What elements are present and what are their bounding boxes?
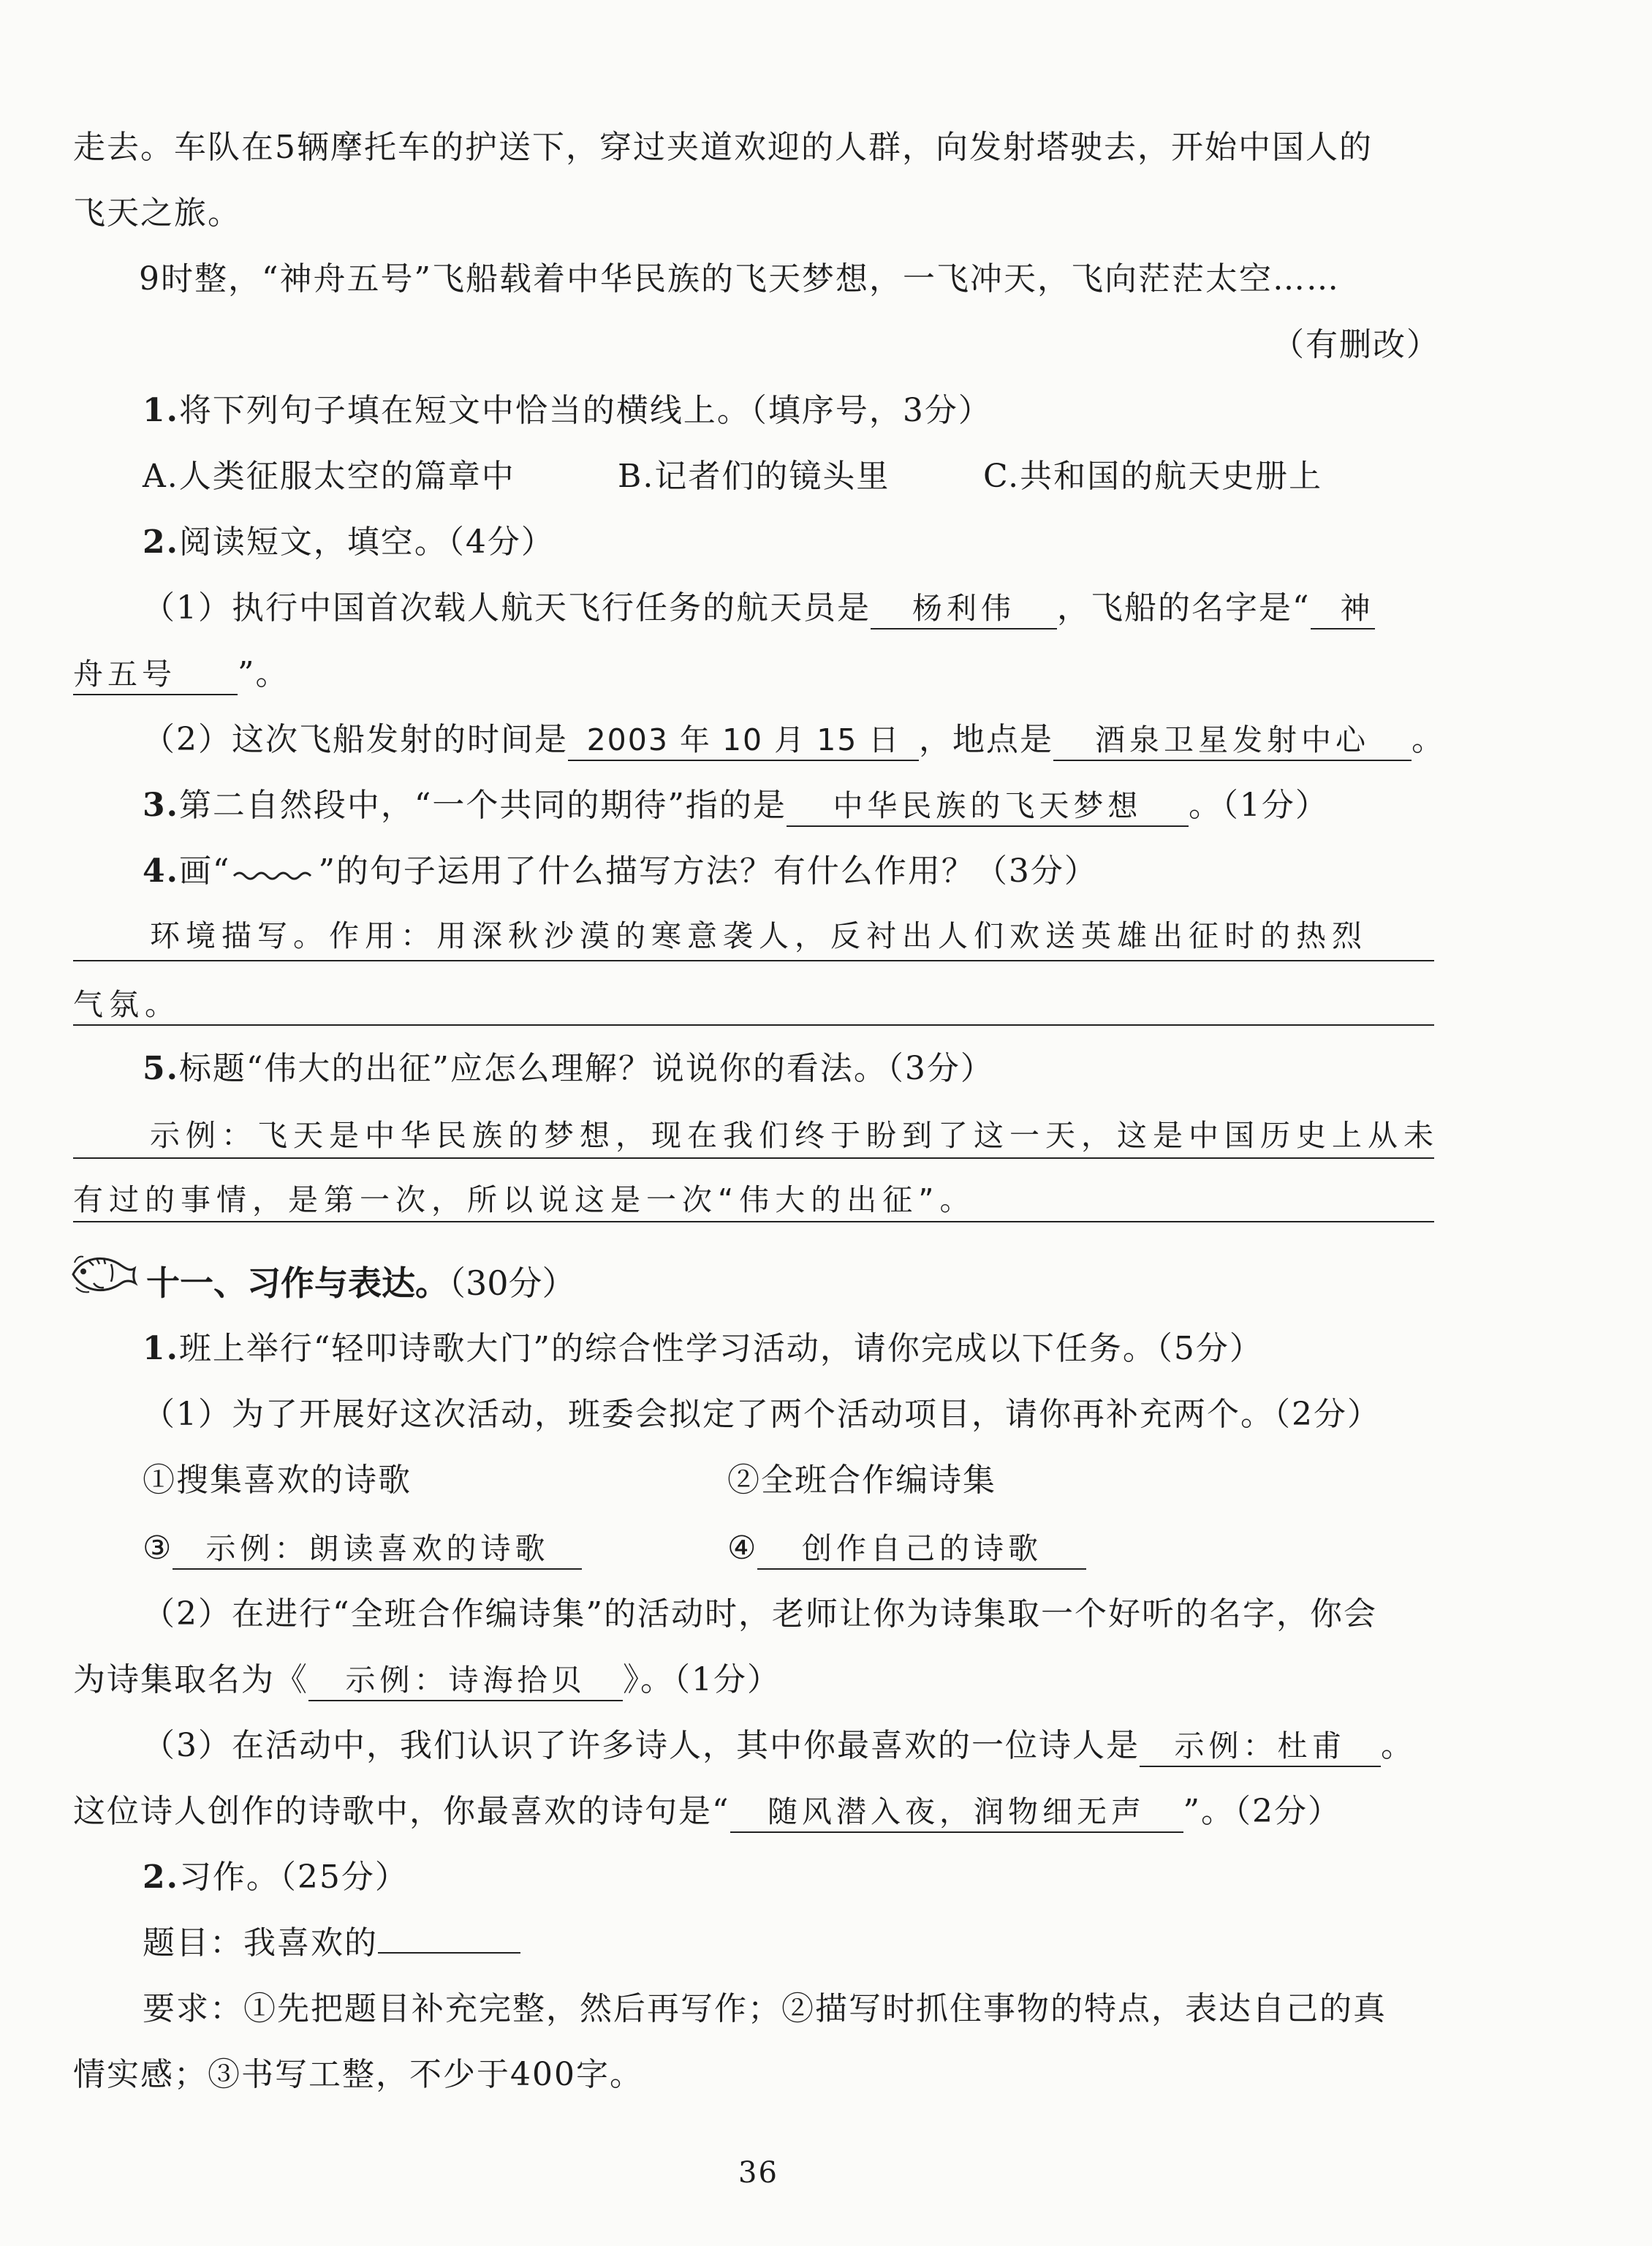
section-heading bbox=[146, 1261, 576, 1305]
question-text: 将下列句子填在短文中恰当的横线上。（填序号，3分） bbox=[178, 392, 992, 429]
fish-icon bbox=[67, 1247, 139, 1298]
launch-site-answer: 酒泉卫星发射中心 bbox=[1053, 720, 1412, 761]
section-score: （30分） bbox=[449, 1263, 576, 1303]
answer-rule bbox=[73, 960, 1434, 961]
activity-item-2: ②全班合作编诗集 bbox=[727, 1462, 996, 1499]
passage-line: 9时整，“神舟五号”飞船载着中华民族的飞天梦想，一飞冲天，飞向茫茫太空…… bbox=[139, 260, 1340, 298]
question-number: 4. bbox=[143, 852, 179, 890]
prompt-text: （1）执行中国首次载人航天飞行任务的航天员是 bbox=[143, 589, 871, 627]
option-b: B.记者们的镜头里 bbox=[618, 458, 890, 495]
wavy-underline-icon bbox=[230, 852, 318, 882]
item-label: ④ bbox=[727, 1530, 758, 1567]
prompt-text: ”。（2分） bbox=[1183, 1793, 1341, 1830]
essay-requirements: 要求：①先把题目补充完整，然后再写作；②描写时抓住事物的特点，表达自己的真 bbox=[143, 1990, 1387, 2027]
activity-item-4 bbox=[727, 1527, 1086, 1570]
essay-requirements-cont: 情实感；③书写工整，不少于400字。 bbox=[73, 2056, 643, 2093]
activity-3-answer: 示例：朗读喜欢的诗歌 bbox=[173, 1529, 582, 1570]
prompt-text: ，地点是 bbox=[919, 721, 1053, 758]
task-1-part-2: （2）在进行“全班合作编诗集”的活动时，老师让你为诗集取一个好听的名字，你会 bbox=[143, 1595, 1377, 1633]
expectation-answer: 中华民族的飞天梦想 bbox=[787, 786, 1189, 827]
task-text: 班上举行“轻叩诗歌大门”的综合性学习活动，请你完成以下任务。（5分） bbox=[178, 1330, 1263, 1367]
task-number: 2. bbox=[143, 1859, 179, 1896]
essay-topic bbox=[143, 1921, 520, 1965]
question-5 bbox=[143, 1047, 994, 1091]
page-number: 36 bbox=[738, 2156, 778, 2190]
answer-rule bbox=[73, 1024, 1434, 1026]
prompt-text: 为诗集取名为《 bbox=[73, 1661, 308, 1698]
activity-4-answer: 创作自己的诗歌 bbox=[757, 1529, 1086, 1570]
answer-line: 有过的事情，是第一次，所以说这是一次“伟大的出征”。 bbox=[73, 1182, 976, 1217]
task-2 bbox=[143, 1856, 409, 1899]
task-1-part-1: （1）为了开展好这次活动，班委会拟定了两个活动项目，请你再补充两个。（2分） bbox=[143, 1396, 1381, 1433]
question-text: 阅读短文，填空。（4分） bbox=[178, 523, 555, 561]
question-text: 标题“伟大的出征”应怎么理解？说说你的看法。（3分） bbox=[178, 1050, 994, 1087]
activity-item-3 bbox=[143, 1527, 582, 1570]
prompt-text: 》。（1分） bbox=[623, 1661, 781, 1698]
question-2-part-2 bbox=[143, 718, 1445, 762]
spacecraft-answer-start: 神 bbox=[1311, 589, 1375, 629]
activity-item-1: ①搜集喜欢的诗歌 bbox=[143, 1462, 412, 1499]
task-number: 1. bbox=[143, 1330, 179, 1367]
topic-blank bbox=[378, 1952, 520, 1954]
launch-date-answer: 2003 年 10 月 15 日 bbox=[568, 720, 919, 761]
section-title: 十一、习作与表达。 bbox=[146, 1263, 449, 1303]
question-1 bbox=[143, 389, 992, 433]
astronaut-answer: 杨利伟 bbox=[871, 589, 1057, 629]
prompt-text: 。 bbox=[1381, 1727, 1414, 1764]
question-number: 3. bbox=[143, 787, 179, 824]
question-text: 第二自然段中，“一个共同的期待”指的是 bbox=[178, 787, 787, 824]
prompt-text: 这位诗人创作的诗歌中，你最喜欢的诗句是“ bbox=[73, 1793, 730, 1830]
task-1-part-2-cont bbox=[73, 1658, 781, 1702]
question-3 bbox=[143, 784, 1329, 828]
question-2-part-1 bbox=[143, 586, 1375, 630]
source-note: （有删改） bbox=[1272, 326, 1440, 363]
prompt-text: 。 bbox=[1412, 721, 1445, 758]
prompt-text: ”。 bbox=[238, 655, 289, 692]
spacecraft-answer-end: 舟五号 bbox=[73, 654, 238, 695]
question-text: ”的句子运用了什么描写方法？有什么作用？（3分） bbox=[318, 852, 1098, 890]
question-number: 2. bbox=[143, 523, 179, 561]
favorite-poet-answer: 示例：杜甫 bbox=[1140, 1726, 1381, 1767]
passage-line: 飞天之旅。 bbox=[73, 194, 241, 232]
answer-rule bbox=[73, 1221, 1434, 1222]
task-text: 习作。（25分） bbox=[178, 1859, 409, 1896]
prompt-text: （3）在活动中，我们认识了许多诗人，其中你最喜欢的一位诗人是 bbox=[143, 1727, 1140, 1764]
answer-line: 示例：飞天是中华民族的梦想，现在我们终于盼到了这一天，这是中国历史上从未 bbox=[150, 1118, 1439, 1153]
task-1-part-3 bbox=[143, 1724, 1414, 1768]
answer-line: 环境描写。作用：用深秋沙漠的寒意袭人，反衬出人们欢送英雄出征时的热烈 bbox=[150, 918, 1368, 953]
prompt-text: （2）这次飞船发射的时间是 bbox=[143, 721, 568, 758]
collection-name-answer: 示例：诗海拾贝 bbox=[308, 1660, 623, 1701]
favorite-line-answer: 随风潜入夜，润物细无声 bbox=[730, 1792, 1183, 1833]
question-number: 5. bbox=[143, 1050, 179, 1087]
question-2 bbox=[143, 521, 555, 564]
option-c: C.共和国的航天史册上 bbox=[983, 458, 1323, 495]
prompt-text: ，飞船的名字是“ bbox=[1057, 589, 1311, 627]
question-text: 画“ bbox=[178, 852, 231, 890]
question-4 bbox=[143, 850, 1098, 893]
passage-line: 走去。车队在5辆摩托车的护送下，穿过夹道欢迎的人群，向发射塔驶去，开始中国人的 bbox=[73, 129, 1373, 166]
question-number: 1. bbox=[143, 392, 179, 429]
question-2-part-1-cont bbox=[73, 652, 289, 696]
task-1-part-3-cont bbox=[73, 1790, 1341, 1834]
task-1 bbox=[143, 1327, 1263, 1371]
option-a: A.人类征服太空的篇章中 bbox=[143, 458, 515, 495]
item-label: ③ bbox=[143, 1530, 173, 1567]
topic-text: 题目：我喜欢的 bbox=[143, 1924, 378, 1962]
answer-line: 气氛。 bbox=[73, 987, 181, 1022]
answer-rule bbox=[73, 1157, 1434, 1159]
question-text: 。（1分） bbox=[1188, 787, 1329, 824]
